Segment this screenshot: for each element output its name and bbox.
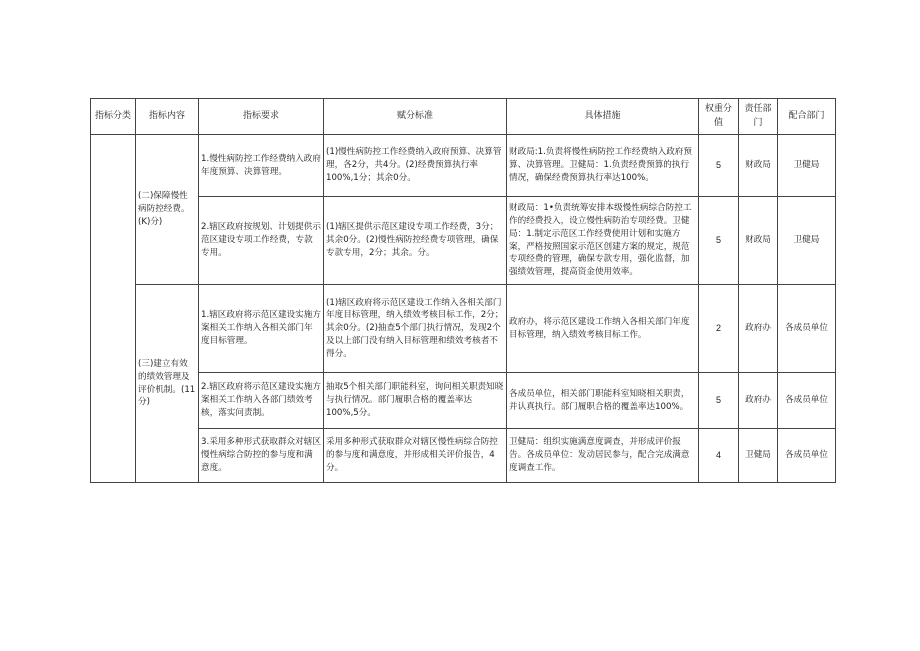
- header-scoring: 赋分标准: [324, 99, 507, 135]
- header-measures: 具体措施: [507, 99, 699, 135]
- responsible-cell: 财政局: [739, 197, 778, 285]
- cooperating-cell: 各成员单位: [778, 429, 836, 483]
- cooperating-cell: 各成员单位: [778, 373, 836, 429]
- header-weight: 权重分值: [699, 99, 739, 135]
- measures-cell: 各成员单位，相关部门职能科室知晓相关职责，并认真执行。部门履职合格的覆盖率达100%。: [507, 373, 699, 429]
- scoring-cell: (1)辖区提供示范区建设专项工作经费，3分；其余0分。(2)慢性病防控经费专项管理，确保专款专用，2分；其余。分。: [324, 197, 507, 285]
- measures-cell: 财政局:1.负责将慢性病防控工作经费纳入政府预算、决算管理。卫健局：1.负责经费预算的执行情况，确保经费预算执行率达100%。: [507, 135, 699, 197]
- measures-cell: 财政局：1•负责统筹安排本级慢性病综合防控工作的经费投入，设立慢性病防治专项经费。卫健局：1.制定示范区工作经费使用计划和实施方案，严格按照国家示范区创建方案的规定，规范专项经费的管理，确保专款专用，强化监督，加强绩效管理，提高资金使用效率。: [507, 197, 699, 285]
- weight-cell: 4: [699, 429, 739, 483]
- header-row: [91, 99, 836, 135]
- content-cell: (三)建立有效的绩效管理及评价机制。(11分): [136, 285, 199, 483]
- responsible-cell: 政府办: [739, 285, 778, 373]
- weight-cell: 5: [699, 373, 739, 429]
- weight-cell: 5: [699, 197, 739, 285]
- table-row: [91, 373, 836, 429]
- responsible-cell: 政府办: [739, 373, 778, 429]
- table-row: [91, 429, 836, 483]
- measures-cell: 政府办，将示范区建设工作纳入各相关部门年度目标管理，纳入绩效考核目标工作。: [507, 285, 699, 373]
- requirement-cell: 3.采用多种形式获取群众对辖区慢性病综合防控的参与度和满意度。: [199, 429, 324, 483]
- assessment-table: [90, 98, 836, 483]
- cooperating-cell: 卫健局: [778, 135, 836, 197]
- cooperating-cell: 卫健局: [778, 197, 836, 285]
- header-requirement: 指标要求: [199, 99, 324, 135]
- scoring-cell: (1)辖区政府将示范区建设工作纳入各相关部门年度目标管理，纳入绩效考核目标工作，2分；其余0分。(2)抽查5个部门执行情况，发现2个及以上部门没有纳入目标管理和绩效考核者不得分。: [324, 285, 507, 373]
- table-row: [91, 197, 836, 285]
- table-row: [91, 285, 836, 373]
- content-cell: (二)保障慢性病防控经费。(K)分): [136, 135, 199, 285]
- requirement-cell: 1.慢性病防控工作经费纳入政府年度预算、决算管理。: [199, 135, 324, 197]
- requirement-cell: 1.辖区政府将示范区建设实施方案相关工作纳入各相关部门年度目标管理。: [199, 285, 324, 373]
- weight-cell: 2: [699, 285, 739, 373]
- scoring-cell: 抽取5个相关部门职能科室，询问相关职责知晓与执行情况。部门履职合格的覆盖率达100%,5分。: [324, 373, 507, 429]
- header-category: 指标分类: [91, 99, 136, 135]
- requirement-cell: 2.辖区政府按规划、计划提供示范区建设专项工作经费，专款专用。: [199, 197, 324, 285]
- measures-cell: 卫健局：组织实施满意度调查，并形成评价报告。各成员单位：发动居民参与，配合完成满意度调查工作。: [507, 429, 699, 483]
- scoring-cell: (1)慢性病防控工作经费纳入政府预算、决算管理，各2分，共4分。(2)经费预算执行率100%,1分；其余0分。: [324, 135, 507, 197]
- scoring-cell: 采用多种形式获取群众对辖区慢性病综合防控的参与度和满意度，并形成相关评价报告，4分。: [324, 429, 507, 483]
- weight-cell: 5: [699, 135, 739, 197]
- table-row: [91, 135, 836, 197]
- header-cooperating: 配合部门: [778, 99, 836, 135]
- responsible-cell: 财政局: [739, 135, 778, 197]
- requirement-cell: 2.辖区政府将示范区建设实施方案相关工作纳入各部门绩效考核，落实问责制。: [199, 373, 324, 429]
- cooperating-cell: 各成员单位: [778, 285, 836, 373]
- category-cell: [91, 135, 136, 483]
- header-responsible: 责任部门: [739, 99, 778, 135]
- responsible-cell: 卫健局: [739, 429, 778, 483]
- header-content: 指标内容: [136, 99, 199, 135]
